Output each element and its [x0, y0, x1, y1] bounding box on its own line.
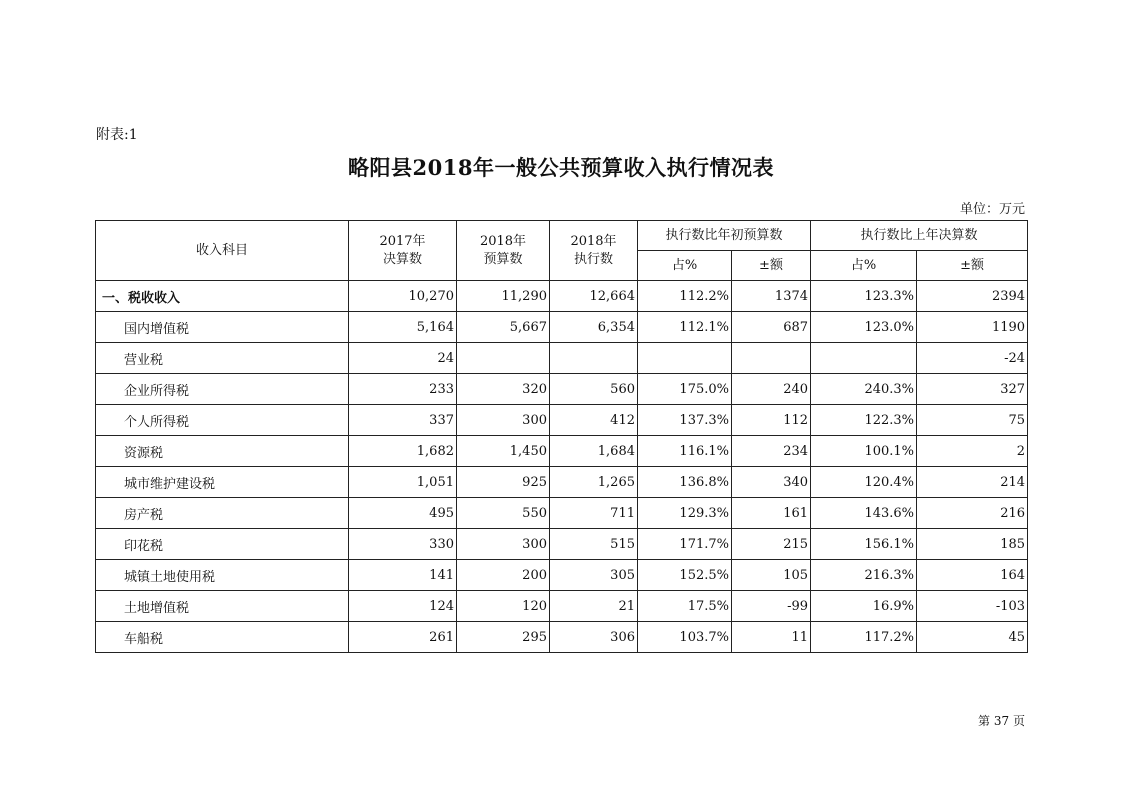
budget-table	[95, 220, 1028, 653]
row-name: 资源税	[96, 436, 349, 467]
cell-amount-last-year: 164	[917, 560, 1028, 591]
table-row	[96, 343, 1028, 374]
cell-pct-budget: 17.5%	[638, 591, 732, 622]
cell-2017: 233	[349, 374, 457, 405]
row-name: 城市维护建设税	[96, 467, 349, 498]
cell-amount-budget: 215	[732, 529, 811, 560]
cell-2017: 337	[349, 405, 457, 436]
cell-budget-2018: 5,667	[457, 312, 550, 343]
cell-pct-budget: 152.5%	[638, 560, 732, 591]
cell-amount-budget	[732, 343, 811, 374]
cell-amount-last-year: 185	[917, 529, 1028, 560]
cell-2017: 124	[349, 591, 457, 622]
cell-2017: 495	[349, 498, 457, 529]
appendix-label: 附表:1	[96, 127, 138, 143]
cell-exec-2018: 21	[550, 591, 638, 622]
cell-exec-2018: 1,684	[550, 436, 638, 467]
cell-pct-budget: 136.8%	[638, 467, 732, 498]
page-number: 37	[993, 714, 1010, 728]
cell-exec-2018: 1,265	[550, 467, 638, 498]
cell-budget-2018: 925	[457, 467, 550, 498]
cell-amount-budget: 11	[732, 622, 811, 653]
cell-amount-last-year: 45	[917, 622, 1028, 653]
cell-amount-budget: 161	[732, 498, 811, 529]
cell-amount-last-year: 1190	[917, 312, 1028, 343]
cell-pct-last-year	[811, 343, 917, 374]
table-row	[96, 405, 1028, 436]
cell-pct-last-year: 16.9%	[811, 591, 917, 622]
cell-budget-2018: 200	[457, 560, 550, 591]
cell-amount-budget: 340	[732, 467, 811, 498]
cell-exec-2018: 560	[550, 374, 638, 405]
cell-amount-last-year: -103	[917, 591, 1028, 622]
cell-2017: 141	[349, 560, 457, 591]
row-name: 国内增值税	[96, 312, 349, 343]
cell-amount-budget: 240	[732, 374, 811, 405]
cell-2017: 10,270	[349, 281, 457, 312]
header-pct-last-year: 占%	[811, 251, 917, 281]
header-2018-execution: 2018年 执行数	[550, 221, 638, 281]
cell-pct-budget: 129.3%	[638, 498, 732, 529]
header-amount-budget: ±额	[732, 251, 811, 281]
cell-pct-budget	[638, 343, 732, 374]
page-prefix: 第	[978, 714, 991, 728]
cell-amount-last-year: 2394	[917, 281, 1028, 312]
table-row	[96, 560, 1028, 591]
cell-budget-2018: 300	[457, 529, 550, 560]
row-name: 一、税收收入	[96, 281, 349, 312]
row-name: 城镇土地使用税	[96, 560, 349, 591]
cell-2017: 1,051	[349, 467, 457, 498]
page-footer	[978, 712, 1025, 729]
table-row	[96, 529, 1028, 560]
cell-exec-2018: 305	[550, 560, 638, 591]
row-name: 土地增值税	[96, 591, 349, 622]
row-name: 印花税	[96, 529, 349, 560]
cell-2017: 330	[349, 529, 457, 560]
cell-amount-last-year: 216	[917, 498, 1028, 529]
cell-amount-budget: 687	[732, 312, 811, 343]
cell-budget-2018: 300	[457, 405, 550, 436]
table-row	[96, 281, 1028, 312]
cell-exec-2018: 412	[550, 405, 638, 436]
cell-amount-budget: -99	[732, 591, 811, 622]
cell-2017: 24	[349, 343, 457, 374]
cell-pct-last-year: 143.6%	[811, 498, 917, 529]
cell-budget-2018: 120	[457, 591, 550, 622]
header-vs-budget: 执行数比年初预算数	[638, 221, 811, 251]
row-name: 个人所得税	[96, 405, 349, 436]
header-vs-last-year: 执行数比上年决算数	[811, 221, 1028, 251]
row-name: 车船税	[96, 622, 349, 653]
cell-pct-budget: 103.7%	[638, 622, 732, 653]
cell-pct-last-year: 216.3%	[811, 560, 917, 591]
cell-amount-budget: 1374	[732, 281, 811, 312]
cell-amount-last-year: 327	[917, 374, 1028, 405]
cell-pct-budget: 137.3%	[638, 405, 732, 436]
cell-exec-2018	[550, 343, 638, 374]
table-row	[96, 622, 1028, 653]
cell-budget-2018: 295	[457, 622, 550, 653]
cell-amount-budget: 105	[732, 560, 811, 591]
page-title: 略阳县2018年一般公共预算收入执行情况表	[348, 155, 774, 180]
table-row	[96, 467, 1028, 498]
cell-exec-2018: 711	[550, 498, 638, 529]
header-2017-final: 2017年 决算数	[349, 221, 457, 281]
cell-amount-budget: 112	[732, 405, 811, 436]
cell-amount-last-year: -24	[917, 343, 1028, 374]
table-row	[96, 374, 1028, 405]
header-amount-last-year: ±额	[917, 251, 1028, 281]
cell-exec-2018: 12,664	[550, 281, 638, 312]
cell-amount-last-year: 2	[917, 436, 1028, 467]
cell-budget-2018: 11,290	[457, 281, 550, 312]
header-subject: 收入科目	[96, 221, 349, 281]
page-suffix: 页	[1012, 714, 1025, 728]
cell-2017: 261	[349, 622, 457, 653]
unit-label: 单位：万元	[959, 202, 1025, 217]
cell-budget-2018: 1,450	[457, 436, 550, 467]
row-name: 房产税	[96, 498, 349, 529]
cell-pct-budget: 171.7%	[638, 529, 732, 560]
cell-amount-budget: 234	[732, 436, 811, 467]
cell-budget-2018: 320	[457, 374, 550, 405]
cell-pct-last-year: 100.1%	[811, 436, 917, 467]
cell-pct-last-year: 117.2%	[811, 622, 917, 653]
cell-exec-2018: 515	[550, 529, 638, 560]
table-row	[96, 591, 1028, 622]
cell-pct-last-year: 120.4%	[811, 467, 917, 498]
cell-exec-2018: 306	[550, 622, 638, 653]
header-2018-budget: 2018年 预算数	[457, 221, 550, 281]
cell-2017: 5,164	[349, 312, 457, 343]
cell-budget-2018: 550	[457, 498, 550, 529]
cell-budget-2018	[457, 343, 550, 374]
cell-pct-budget: 112.1%	[638, 312, 732, 343]
table-row	[96, 312, 1028, 343]
cell-pct-budget: 116.1%	[638, 436, 732, 467]
cell-pct-budget: 175.0%	[638, 374, 732, 405]
header-pct-budget: 占%	[638, 251, 732, 281]
cell-pct-last-year: 240.3%	[811, 374, 917, 405]
cell-pct-budget: 112.2%	[638, 281, 732, 312]
table-row	[96, 436, 1028, 467]
table-row	[96, 498, 1028, 529]
cell-pct-last-year: 123.0%	[811, 312, 917, 343]
cell-2017: 1,682	[349, 436, 457, 467]
cell-pct-last-year: 123.3%	[811, 281, 917, 312]
cell-pct-last-year: 156.1%	[811, 529, 917, 560]
cell-amount-last-year: 214	[917, 467, 1028, 498]
cell-pct-last-year: 122.3%	[811, 405, 917, 436]
row-name: 企业所得税	[96, 374, 349, 405]
row-name: 营业税	[96, 343, 349, 374]
cell-exec-2018: 6,354	[550, 312, 638, 343]
cell-amount-last-year: 75	[917, 405, 1028, 436]
